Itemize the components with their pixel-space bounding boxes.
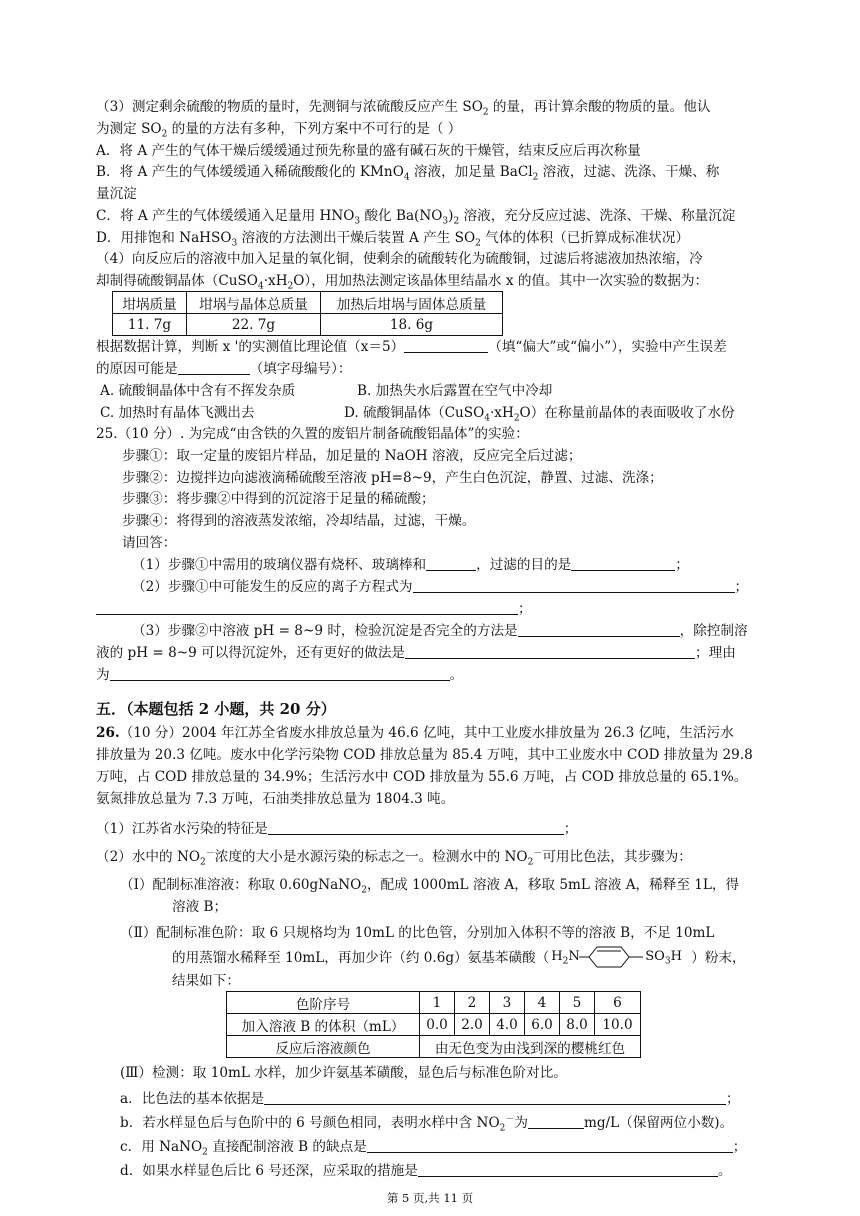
text: 。 bbox=[717, 1163, 732, 1179]
text: （填字母编号）： bbox=[249, 361, 352, 377]
text: ；理由 bbox=[695, 645, 736, 661]
text: （3）测定剩余硫酸的物质的量时，先测铜与浓硫酸反应产生 SO bbox=[96, 99, 483, 115]
text: O），用加热法测定该晶体里结晶水 x 的值。其中一次实验的数据为： bbox=[293, 273, 709, 289]
table-cell: 由无色变为由浅到深的樱桃红色 bbox=[420, 1036, 641, 1058]
table-cell: 22. 7g bbox=[187, 314, 321, 336]
text: O）在称量前晶体的表面吸收了水份 bbox=[519, 405, 735, 421]
q3-line2: 为测定 $SO_2$ 的量的方法有多种，下列方案中不可行的是（ ） bbox=[96, 121, 462, 140]
table-header: 坩埚与晶体总质量 bbox=[187, 292, 321, 314]
benzene-ring-icon bbox=[579, 945, 643, 969]
text: （1）步骤①中需用的玻璃仪器有烧杯、玻璃棒和 bbox=[132, 557, 427, 573]
table-cell: 11. 7g bbox=[113, 314, 187, 336]
text: 溶液，过滤、洗涤、干燥、称 bbox=[538, 164, 720, 180]
q3-option-d: D．用排饱和 NaHSO$_3$ 溶液的方法测出干燥后装置 A 产生 $SO_2$ 气体的体积（已折算成标准状况） bbox=[96, 230, 690, 249]
text: C．将 A 产生的气体缓缓通入足量用 HNO bbox=[96, 208, 355, 224]
q25-step1: 步骤①：取一定量的废铝片样品，加足量的 NaOH 溶液，反应完全后过滤； bbox=[122, 448, 582, 464]
sulfanilic-acid-structure bbox=[549, 948, 691, 966]
table-cell: 18. 6g bbox=[321, 314, 503, 336]
table-cell: 2.0 bbox=[455, 1014, 490, 1036]
text: 溶液，加足量 BaCl bbox=[409, 164, 533, 180]
text: c．用 NaNO bbox=[120, 1139, 203, 1155]
crystal-data-table bbox=[112, 291, 503, 336]
text: 为测定 SO bbox=[96, 121, 162, 137]
q25-part2 bbox=[132, 578, 748, 596]
answer-blank[interactable] bbox=[528, 1114, 584, 1129]
q25-part3 bbox=[132, 622, 748, 640]
q4-option-d: D. 硫酸铜晶体$(CuSO_4\cdot xH_2O)$在称量前晶体的表面吸收了水份 bbox=[344, 405, 735, 424]
text: （3）步骤②中溶液 pH = 8~9 时，检验沉淀是否完全的方法是 bbox=[132, 623, 518, 639]
q26-part-d bbox=[120, 1162, 731, 1180]
q26-step3: (Ⅲ）检测：取 10mL 水样，加少许氨基苯磺酸，显色后与标准色阶对比。 bbox=[120, 1065, 567, 1081]
text: 为 bbox=[514, 1115, 528, 1131]
text: 的原因可能是 bbox=[96, 361, 178, 377]
table-header: 反应后溶液颜色 bbox=[227, 1036, 420, 1058]
text: （2）水中的 NO bbox=[96, 849, 200, 865]
text: ； bbox=[563, 821, 578, 837]
table-cell: 5 bbox=[560, 992, 595, 1014]
q4-option-c: C. 加热时有晶体飞溅出去 bbox=[100, 405, 255, 421]
text: （10 分）2004 年江苏全省废水排放总量为 46.6 亿吨，其中工业废水排放量为 26.3 亿吨，生活污水 bbox=[119, 725, 734, 741]
table-header: 坩埚质量 bbox=[113, 292, 187, 314]
page-footer: 第 5 页,共 11 页 bbox=[386, 1191, 474, 1205]
q26-intro1 bbox=[96, 724, 734, 742]
answer-blank[interactable] bbox=[110, 666, 450, 681]
q25-ask: 请回答： bbox=[122, 535, 177, 551]
answer-blank[interactable] bbox=[418, 1162, 718, 1177]
q3-option-c: C．将 A 产生的气体缓缓通入足量用 $HNO_3$ 酸化 $Ba(NO_3)_2$ 溶液，充分反应过滤、洗涤、干燥、称量沉淀 bbox=[96, 208, 736, 227]
answer-blank[interactable] bbox=[268, 820, 564, 835]
text: 酸化 Ba(NO bbox=[360, 208, 443, 224]
q25-step2: 步骤②：边搅拌边向滤液滴稀硫酸至溶液 pH=8~9，产生白色沉淀，静置、过滤、洗涤； bbox=[122, 470, 663, 486]
q3-option-b-cont: 量沉淀 bbox=[96, 186, 137, 202]
structure-sulfo-group bbox=[645, 948, 682, 966]
text: N bbox=[568, 949, 580, 964]
text: （1）江苏省水污染的特征是 bbox=[96, 821, 268, 837]
table-row bbox=[113, 292, 503, 314]
structure-amino-group bbox=[551, 948, 579, 966]
q25-part1 bbox=[132, 556, 689, 574]
text: ； bbox=[675, 557, 689, 573]
text: 的量的方法有多种，下列方案中不可行的是（ ） bbox=[167, 121, 462, 137]
text: ； bbox=[732, 1139, 747, 1155]
text: 的量，再计算余酸的物质的量。他认 bbox=[488, 99, 711, 115]
q26-step2: （Ⅱ）配制标准色阶：取 6 只规格均为 10mL 的比色管，分别加入体积不等的溶液 B，不足 10mL bbox=[120, 925, 715, 941]
table-cell: 1 bbox=[420, 992, 455, 1014]
text: ·xH bbox=[263, 273, 288, 289]
q25-title: 25.（10 分）. 为完成“由含铁的久置的废铝片制备硫酸铝晶体”的实验： bbox=[96, 426, 529, 442]
q25-part3-cont bbox=[96, 644, 736, 662]
table-cell: 6.0 bbox=[525, 1014, 560, 1036]
text: 却制得硫酸铜晶体（CuSO bbox=[96, 273, 258, 289]
table-cell: 3 bbox=[490, 992, 525, 1014]
q26-part2: （2）水中的 $NO_2^-$浓度的大小是水源污染的标志之一。检测水中的 $NO_2^-$可用比色法，其步骤为： bbox=[96, 848, 692, 868]
text: ·xH bbox=[489, 405, 514, 421]
text: ； bbox=[518, 601, 532, 617]
q26-step2-result: 结果如下： bbox=[172, 973, 240, 989]
answer-blank[interactable] bbox=[178, 360, 250, 375]
table-row bbox=[113, 314, 503, 336]
q25-step3: 步骤③：将步骤②中得到的沉淀溶于足量的稀硫酸； bbox=[122, 491, 435, 507]
section-title: 五．（本题包括 2 小题，共 20 分） bbox=[96, 700, 336, 718]
q26-intro4: 氨氮排放总量为 7.3 万吨，石油类排放总量为 1804.3 吨。 bbox=[96, 791, 455, 807]
text: D. 硫酸铜晶体（CuSO bbox=[344, 405, 485, 421]
q4-line4 bbox=[96, 360, 352, 378]
table-header: 加入溶液 B 的体积（mL） bbox=[227, 1014, 420, 1036]
table-cell: 2 bbox=[455, 992, 490, 1014]
text: B．将 A 产生的气体缓缓通入稀硫酸酸化的 KMnO bbox=[96, 164, 404, 180]
text: mg/L（保留两位小数)。 bbox=[583, 1115, 734, 1131]
q25-part3-reason bbox=[96, 666, 463, 684]
table-row bbox=[227, 1014, 641, 1036]
text: 的用蒸馏水稀释至 10mL，再加少许（约 0.6g）氨基苯磺酸（ bbox=[172, 950, 550, 966]
q3-option-a: A．将 A 产生的气体干燥后缓缓通过预先称量的盛有碱石灰的干燥管，结束反应后再次称量 bbox=[96, 143, 641, 159]
q26-step2-cont bbox=[172, 948, 746, 967]
table-cell: 4.0 bbox=[490, 1014, 525, 1036]
text: （填“偏大”或“偏小”），实验中产生误差 bbox=[488, 339, 727, 355]
text: （2）步骤①中可能发生的反应的离子方程式为 bbox=[132, 579, 413, 595]
text: ，配成 1000mL 溶液 A，移取 5mL 溶液 A，稀释至 1L，得 bbox=[366, 877, 740, 893]
table-cell: 4 bbox=[525, 992, 560, 1014]
text: d．如果水样显色后比 6 号还深，应采取的措施是 bbox=[120, 1163, 418, 1179]
text: 2 bbox=[562, 956, 569, 967]
q26-part-a bbox=[120, 1090, 740, 1108]
table-row bbox=[227, 1036, 641, 1058]
text: 3 bbox=[664, 956, 671, 967]
q26-part-c: c．用 NaNO$_2$ 直接配制溶液 B 的缺点是 ； bbox=[120, 1139, 747, 1158]
text: ； bbox=[734, 579, 749, 595]
answer-blank[interactable] bbox=[426, 556, 476, 571]
answer-blank[interactable] bbox=[405, 644, 695, 659]
q3-line1: （3）测定剩余硫酸的物质的量时，先测铜与浓硫酸反应产生 $SO_2$ 的量，再计算余酸的物质的量。他认 bbox=[96, 99, 711, 118]
text: 浓度的大小是水源污染的标志之一。检测水中的 NO bbox=[214, 849, 528, 865]
text: （Ⅰ）配制标准溶液：称取 0.60gNaNO bbox=[120, 877, 362, 893]
q3-option-b: B．将 A 产生的气体缓缓通入稀硫酸酸化的 KMnO$_4$ 溶液，加足量 BaCl$_2$ 溶液，过滤、洗涤、干燥、称 bbox=[96, 164, 720, 183]
q25-part2-cont bbox=[96, 600, 532, 618]
text: H bbox=[670, 949, 682, 964]
q4-line2: 却制得硫酸铜晶体$(CuSO_4\cdot xH_2O)$，用加热法测定该晶体里结晶水 x 的值。其中一次实验的数据为： bbox=[96, 273, 709, 292]
color-scale-table bbox=[226, 991, 641, 1058]
table-cell: 8.0 bbox=[560, 1014, 595, 1036]
q26-intro3: 万吨，占 COD 排放总量的 34.9%；生活污水中 COD 排放量为 55.6 万吨，占 COD 排放总量的 65.1%。 bbox=[96, 769, 748, 785]
q4-option-b: B. 加热失水后露置在空气中冷却 bbox=[357, 383, 553, 399]
table-header: 加热后坩埚与固体总质量 bbox=[321, 292, 503, 314]
q26-part-b: b．若水样显色后与色阶中的 6 号颜色相同，表明水样中含 $NO_2^-$为 mg/L（保留两位小数)。 bbox=[120, 1114, 734, 1134]
answer-blank[interactable] bbox=[264, 1090, 726, 1105]
q26-intro2: 排放量为 20.3 亿吨。废水中化学污染物 COD 排放总量为 85.4 万吨，其中工业废水中 COD 排放量为 29.8 bbox=[96, 747, 753, 763]
text: 根据数据计算，判断 x '的实测值比理论值（x＝5） bbox=[96, 339, 405, 355]
q4-option-a: A. 硫酸铜晶体中含有不挥发杂质 bbox=[100, 383, 296, 399]
answer-blank[interactable] bbox=[518, 622, 680, 637]
text: b．若水样显色后与色阶中的 6 号颜色相同，表明水样中含 NO bbox=[120, 1115, 500, 1131]
table-cell: 10.0 bbox=[595, 1014, 641, 1036]
answer-blank[interactable] bbox=[96, 600, 518, 615]
q4-line3 bbox=[96, 338, 727, 356]
text: 可用比色法，其步骤为： bbox=[542, 849, 692, 865]
text: ）粉末， bbox=[691, 950, 746, 966]
table-cell: 6 bbox=[595, 992, 641, 1014]
table-cell: 0.0 bbox=[420, 1014, 455, 1036]
text: SO bbox=[645, 949, 665, 964]
text: a．比色法的基本依据是 bbox=[120, 1091, 265, 1107]
text: ，过滤的目的是 bbox=[476, 557, 572, 573]
text: 气体的体积（已折算成标准状况） bbox=[480, 230, 690, 246]
text: 溶液，充分反应过滤、洗涤、干燥、称量沉淀 bbox=[459, 208, 736, 224]
text: ) bbox=[448, 208, 454, 224]
answer-blank[interactable] bbox=[404, 338, 488, 353]
answer-blank[interactable] bbox=[367, 1138, 733, 1153]
answer-blank[interactable] bbox=[571, 556, 675, 571]
q25-step4: 步骤④：将得到的溶液蒸发浓缩，冷却结晶，过滤，干燥。 bbox=[122, 513, 476, 529]
q4-line1: （4）向反应后的溶液中加入足量的氧化铜，使剩余的硫酸转化为硫酸铜，过滤后将滤液加热浓缩，冷 bbox=[96, 251, 703, 267]
text: ； bbox=[726, 1091, 740, 1107]
table-header: 色阶序号 bbox=[227, 992, 420, 1014]
text: H bbox=[551, 949, 563, 964]
text: 。 bbox=[449, 667, 464, 683]
question-number: 26. bbox=[96, 725, 120, 741]
answer-blank[interactable] bbox=[413, 578, 735, 593]
text: 为 bbox=[96, 667, 110, 683]
table-row bbox=[227, 992, 641, 1014]
q26-step1-cont: 溶液 B； bbox=[172, 899, 228, 915]
text: 溶液的方法测出干燥后装置 A 产生 SO bbox=[237, 230, 476, 246]
q26-part1 bbox=[96, 820, 577, 838]
text: ，除控制溶 bbox=[679, 623, 748, 639]
text: D．用排饱和 NaHSO bbox=[96, 230, 232, 246]
q26-step1: （Ⅰ）配制标准溶液：称取 0.60gNaNO$_2$，配成 1000mL 溶液 A，移取 5mL 溶液 A，稀释至 1L，得 bbox=[120, 877, 740, 896]
text: 直接配制溶液 B 的缺点是 bbox=[207, 1139, 367, 1155]
text: 液的 pH = 8~9 可以得沉淀外，还有更好的做法是 bbox=[96, 645, 406, 661]
